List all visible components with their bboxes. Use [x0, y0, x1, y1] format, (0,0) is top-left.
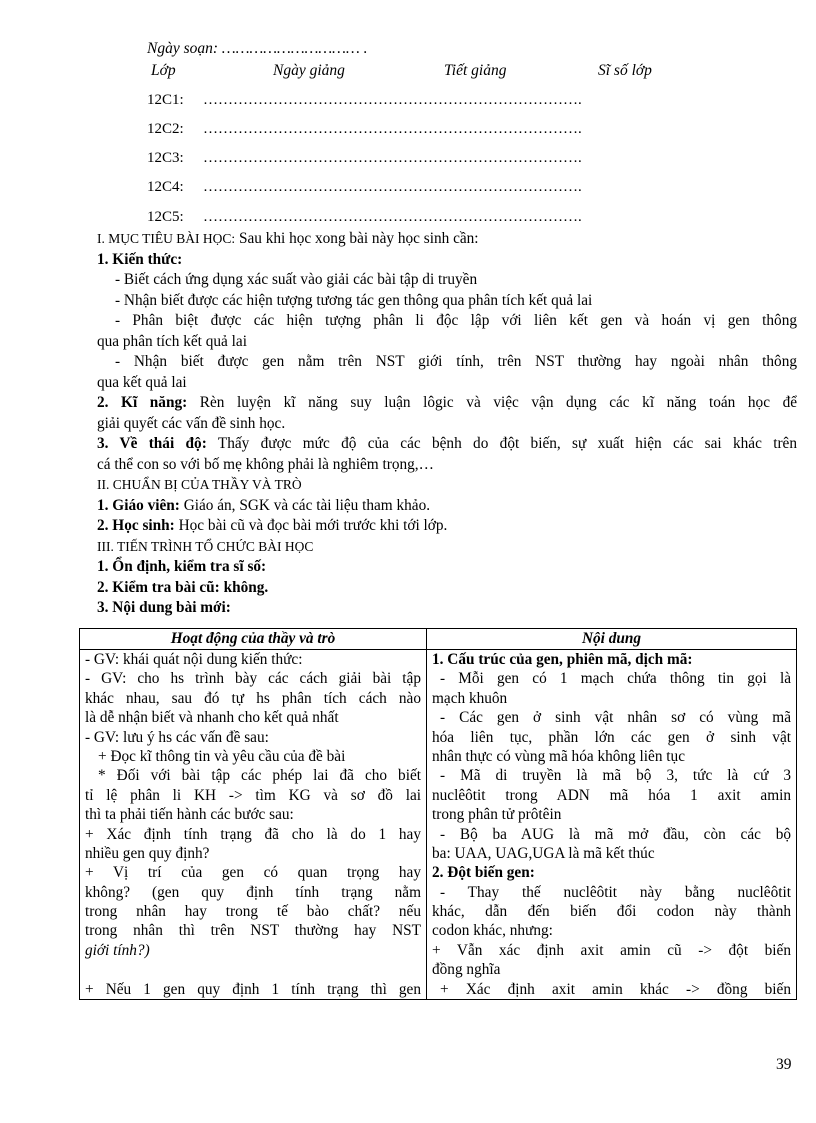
knowledge-title: 1. Kiến thức:: [97, 250, 183, 268]
activity-line: + Đọc kĩ thông tin và yêu cầu của đề bài: [98, 747, 346, 765]
content-line: 1. Cấu trúc của gen, phiên mã, dịch mã:: [432, 651, 693, 668]
activity-line: + Nếu 1 gen quy định 1 tính trạng thì gen: [85, 980, 421, 998]
content-line: đồng nghĩa: [432, 961, 501, 979]
lesson-body: [97, 229, 797, 619]
section-objectives-intro: Sau khi học xong bài này học sinh cần:: [238, 230, 479, 247]
content-line: - Mỗi gen có 1 mạch chứa thông tin gọi là: [440, 670, 791, 688]
activity-line: + Vị trí của gen có quan trọng hay: [85, 864, 421, 882]
activity-line: khác nhau, sau đó tự hs phân tích cách nào: [85, 689, 421, 707]
attitude-text: Thấy được mức độ của các bệnh do đột biến, sự xuất hiện các sai khác trên: [217, 435, 797, 452]
content-line: 2. Đột biến gen:: [432, 864, 535, 882]
lesson-plan-table: [79, 628, 797, 1000]
table-header-activity: Hoạt động của thầy và trò: [80, 629, 427, 650]
class-name: 12C5:: [147, 209, 184, 225]
step-3: 3. Nội dung bài mới:: [97, 599, 231, 616]
content-line: - Thay thế nuclêôtit này bằng nuclêôtit: [440, 883, 791, 901]
skills-title: 2. Kĩ năng:: [97, 394, 188, 411]
activity-line: - GV: lưu ý hs các vấn đề sau:: [85, 728, 269, 746]
knowledge-item-cont: qua kết quả lai: [97, 373, 187, 391]
col-class: Lớp: [151, 62, 176, 79]
class-dots: ………………………………………………………………….: [203, 92, 582, 108]
col-period: Tiết giảng: [444, 62, 507, 79]
section-objectives-title: I. MỤC TIÊU BÀI HỌC:: [97, 231, 236, 246]
class-name: 12C1:: [147, 92, 184, 108]
activity-line: là dễ nhận biết và nhanh cho kết quả nhất: [85, 709, 339, 727]
content-line: - Bộ ba AUG là mã mở đầu, còn các bộ: [440, 825, 791, 843]
content-line: nhân thực có vùng mã hóa không liên tục: [432, 747, 685, 765]
table-header-content: Nội dung: [427, 629, 797, 650]
activity-line: tỉ lệ phân li KH -> tìm KG và sơ đồ lai: [85, 786, 421, 804]
knowledge-item-cont: qua phân tích kết quả lai: [97, 332, 247, 350]
activity-line: trong nhân hay trong tế bào chất? nếu: [85, 903, 421, 921]
activity-line: không? (gen quy định tính trạng nằm: [85, 883, 421, 901]
content-line: codon khác, nhưng:: [432, 922, 553, 940]
knowledge-item: - Biết cách ứng dụng xác suất vào giải các bài tập di truyền: [115, 271, 478, 288]
teacher-title: 1. Giáo viên:: [97, 496, 180, 514]
step-2: 2. Kiểm tra bài cũ: không.: [97, 578, 269, 596]
attitude-text-cont: cá thể con so với bố mẹ không phải là nghiêm trọng,…: [97, 455, 434, 473]
section-preparation-title: II. CHUẨN BỊ CỦA THẦY VÀ TRÒ: [97, 477, 302, 492]
class-dots: ………………………………………………………………….: [203, 209, 582, 225]
content-line: - Các gen ở sinh vật nhân sơ có vùng mã: [440, 709, 791, 727]
content-line: + Xác định axit amin khác -> đồng biến: [440, 980, 791, 998]
activity-cell: [80, 650, 427, 1000]
activity-line-blank: [85, 960, 421, 979]
class-name: 12C4:: [147, 179, 184, 195]
teacher-text: Giáo án, SGK và các tài liệu tham khảo.: [183, 496, 431, 514]
activity-line: trong nhân thì trên NST thường hay NST: [85, 922, 421, 940]
knowledge-item: - Nhận biết được gen nằm trên NST giới tính, trên NST thường hay ngoài nhân thông: [115, 353, 797, 370]
content-line: trong phân tử prôtêin: [432, 806, 562, 824]
step-1: 1. Ổn định, kiểm tra sĩ số:: [97, 558, 267, 575]
content-line: ba: UAA, UAG,UGA là mã kết thúc: [432, 844, 655, 862]
content-line: nuclêôtit trong ADN mã hóa 1 axit amin: [432, 786, 791, 804]
skills-text: Rèn luyện kĩ năng suy luận lôgic và việc vận dụng các kĩ năng toán học để: [199, 394, 798, 411]
activity-line: - GV: cho hs trình bày các cách giải bài tập: [85, 670, 421, 688]
activity-line: nhiều gen quy định?: [85, 844, 210, 862]
knowledge-item: - Nhận biết được các hiện tượng tương tác gen thông qua phân tích kết quả lai: [115, 291, 593, 309]
activity-line: giới tính?): [85, 941, 150, 959]
page-number: 39: [776, 1056, 792, 1073]
skills-text-cont: giải quyết các vấn đề sinh học.: [97, 414, 286, 432]
content-line: - Mã di truyền là mã bộ 3, tức là cứ 3: [440, 767, 791, 785]
attitude-title: 3. Về thái độ:: [97, 435, 207, 452]
student-text: Học bài cũ và đọc bài mới trước khi tới lớp.: [178, 517, 448, 534]
content-cell: [427, 650, 797, 1000]
activity-line: thì ta phải tiến hành các bước sau:: [85, 806, 294, 824]
activity-line: - GV: khái quát nội dung kiến thức:: [85, 651, 303, 668]
content-line: hóa liên tục, phần lớn các gen ở sinh vật: [432, 728, 791, 746]
knowledge-item: - Phân biệt được các hiện tượng phân li độc lập với liên kết gen và hoán vị gen thông: [115, 312, 797, 329]
activity-line: + Xác định tính trạng đã cho là do 1 hay: [85, 825, 421, 843]
col-date: Ngày giảng: [273, 62, 345, 79]
content-line: + Vẫn xác định axit amin cũ -> đột biến: [432, 941, 791, 959]
class-dots: ………………………………………………………………….: [203, 179, 582, 195]
content-line: mạch khuôn: [432, 689, 508, 707]
class-name: 12C3:: [147, 150, 184, 166]
class-dots: ………………………………………………………………….: [203, 121, 582, 137]
content-line: khác, dẫn đến biến đổi codon này thành: [432, 903, 791, 921]
section-process-title: III. TIẾN TRÌNH TỔ CHỨC BÀI HỌC: [97, 538, 314, 554]
prep-date: Ngày soạn: ………………………… .: [147, 40, 368, 57]
class-name: 12C2:: [147, 121, 184, 137]
student-title: 2. Học sinh:: [97, 517, 175, 534]
class-dots: ………………………………………………………………….: [203, 150, 582, 166]
col-count: Sĩ số lớp: [598, 62, 652, 79]
activity-line: * Đối với bài tập các phép lai đã cho biết: [98, 767, 421, 785]
